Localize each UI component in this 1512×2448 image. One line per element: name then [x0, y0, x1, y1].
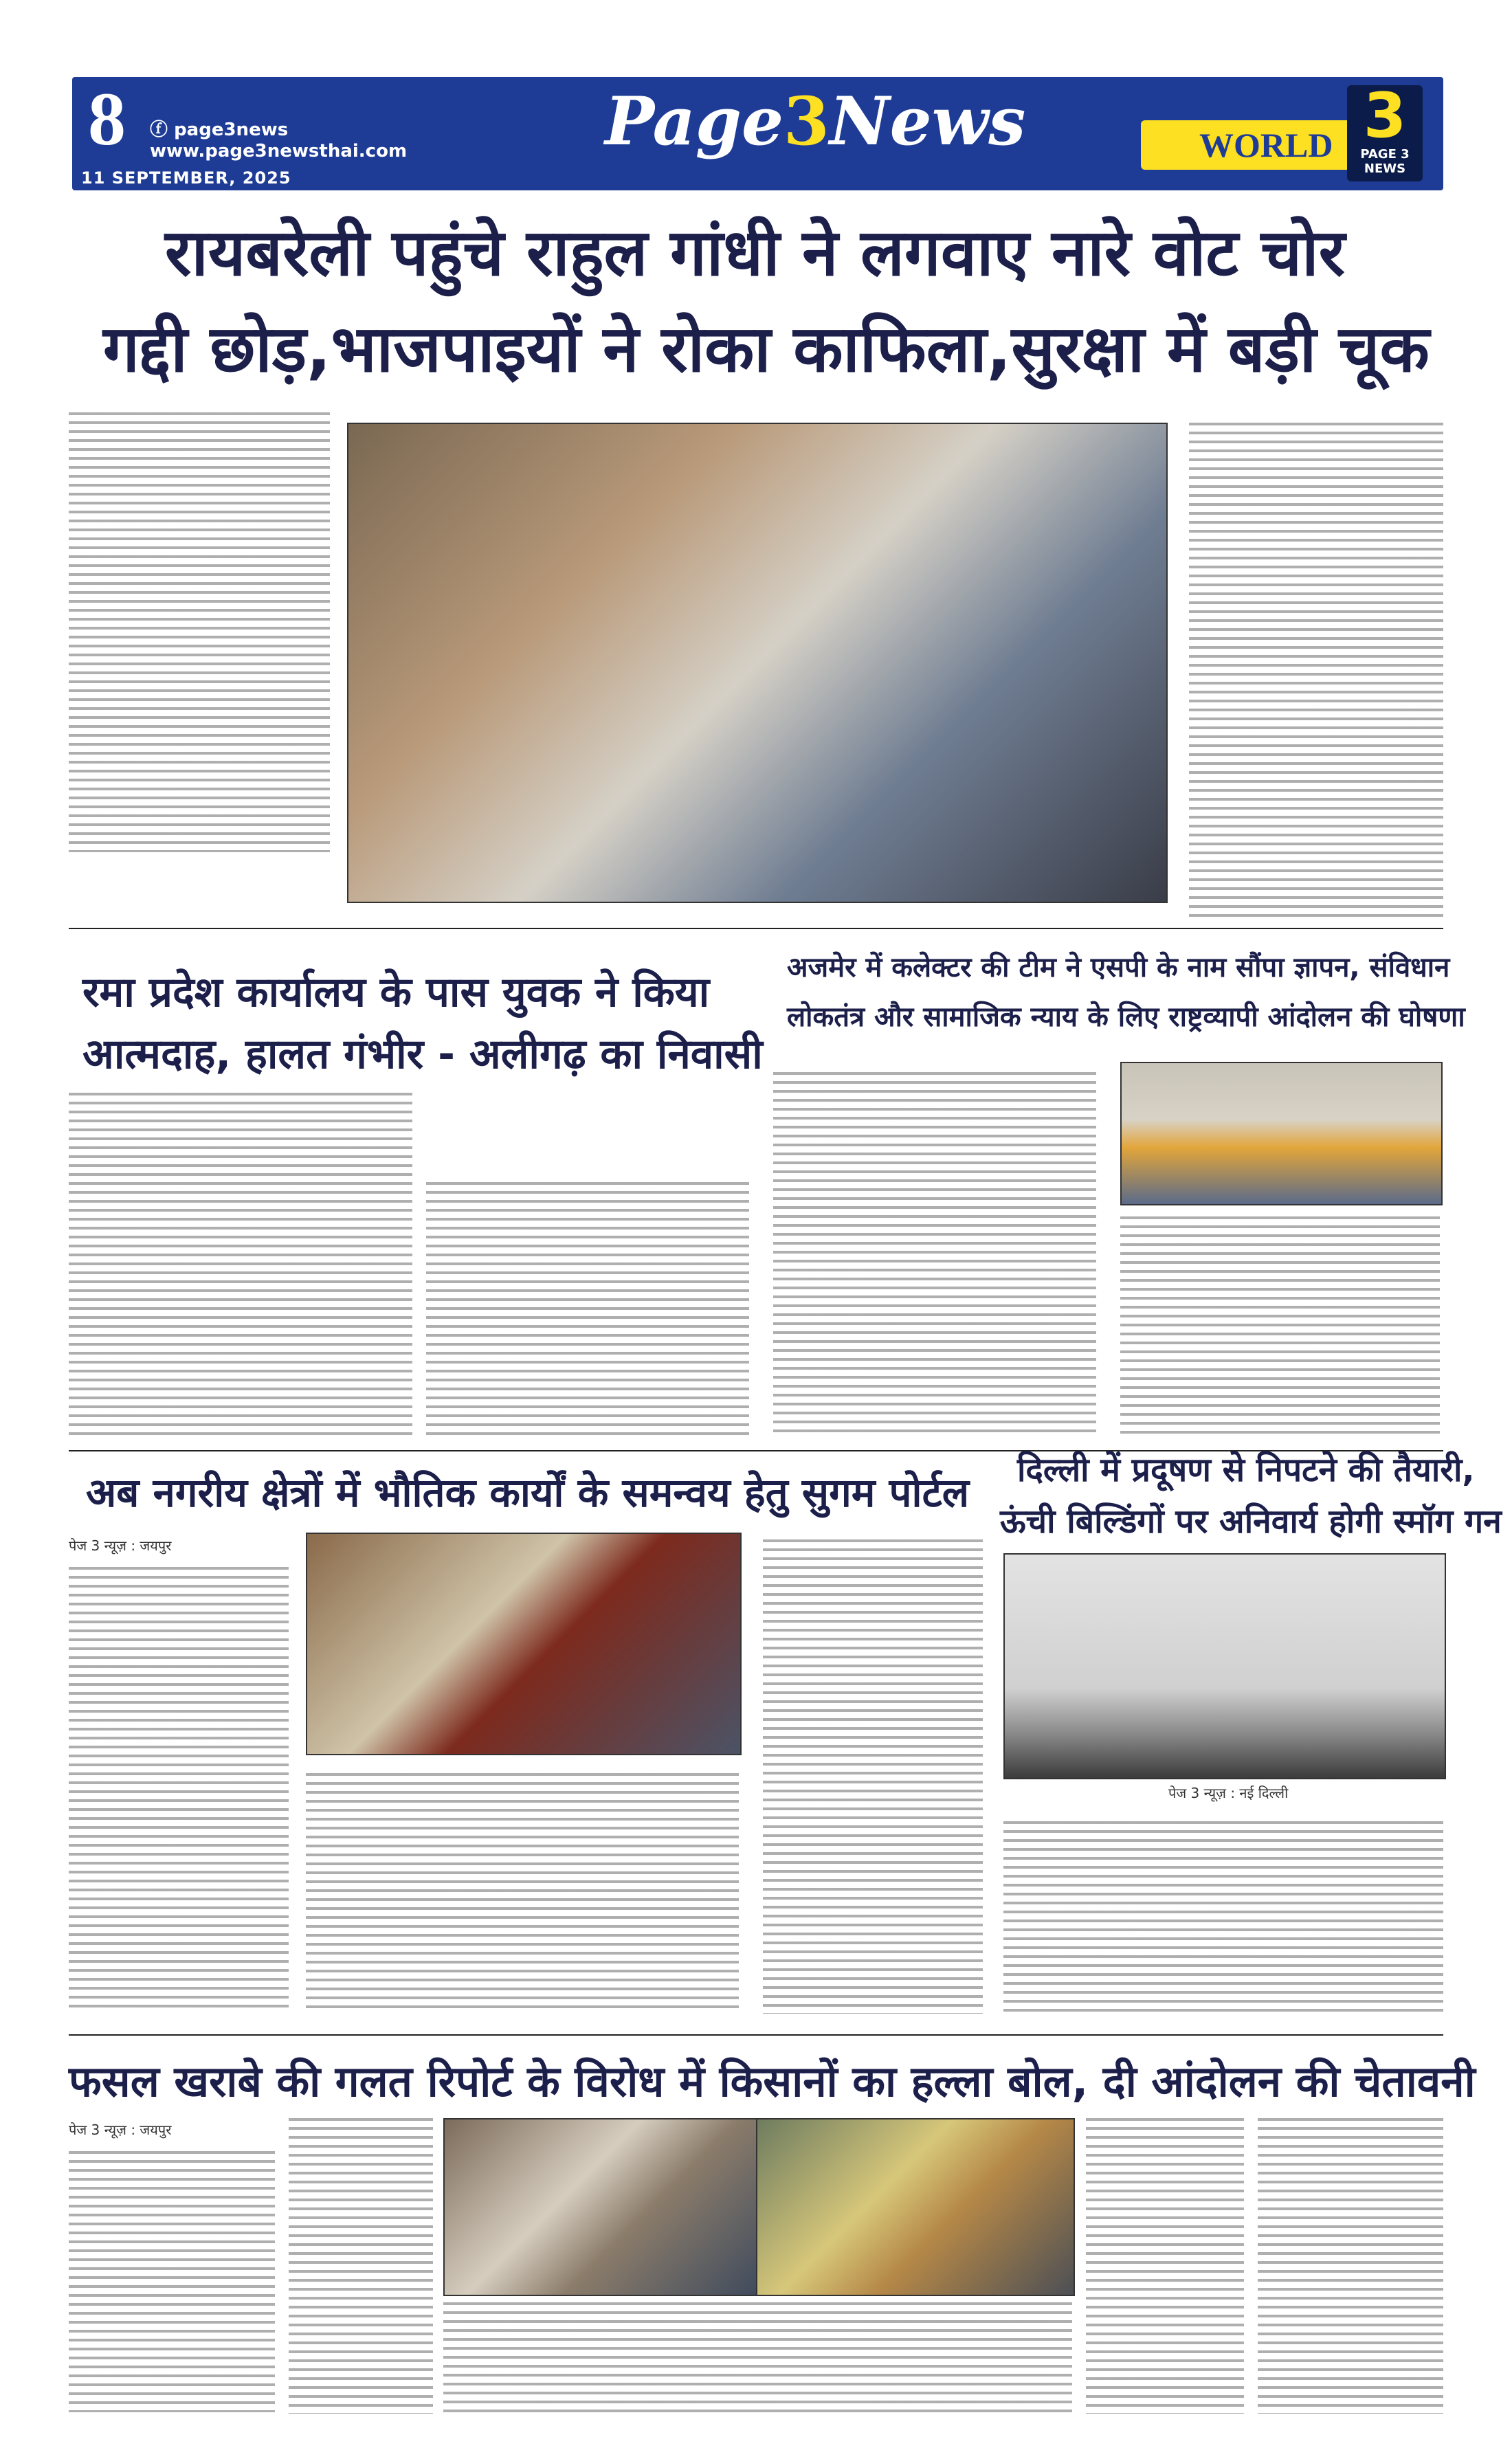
lead-headline-line1: रायबरेली पहुंचे राहुल गांधी ने लगवाए नारे वोट चोर [165, 216, 1346, 291]
newspaper-logo: Page3News [605, 82, 1026, 160]
section-label: WORLD [1199, 126, 1333, 164]
delhi-photo-caption: पेज 3 न्यूज़ : नई दिल्ली [1168, 1785, 1289, 1801]
portal-text-column-2 [306, 1773, 739, 2014]
ajmer-text-column [773, 1072, 1096, 1436]
page-number: 8 [88, 77, 126, 161]
lead-photo [347, 423, 1168, 903]
smog-gun-photo [1003, 1553, 1446, 1779]
issue-date: 11 SEPTEMBER, 2025 [81, 168, 291, 188]
farm-photo-2 [756, 2118, 1075, 2296]
farm-text-column-1 [69, 2151, 275, 2412]
lead-text-column-right [1189, 423, 1443, 917]
up-story-headline-line1: रमा प्रदेश कार्यालय के पास युवक ने किया [82, 968, 710, 1016]
portal-byline: पेज 3 न्यूज़ : जयपुर [69, 1537, 172, 1554]
delhi-headline-line2: ऊंची बिल्डिंगों पर अनिवार्य होगी स्मॉग गन [1000, 1502, 1502, 1541]
social-handle: ⓕ page3news [150, 120, 289, 140]
ajmer-headline-line1: अजमेर में कलेक्टर की टीम ने एसपी के नाम सौंपा ज्ञापन, संविधान [787, 952, 1450, 983]
website-link[interactable]: www.page3newsthai.com [150, 141, 408, 162]
delhi-text-column [1003, 1821, 1443, 2014]
farm-text-column-3 [443, 2302, 1072, 2412]
divider [69, 928, 1443, 929]
portal-headline: अब नगरीय क्षेत्रों में भौतिक कार्यों के समन्वय हेतु सुगम पोर्टल [86, 1469, 970, 1516]
facebook-icon: ⓕ [150, 120, 175, 140]
portal-photo [306, 1533, 742, 1755]
farm-photo-1 [443, 2118, 762, 2296]
ajmer-headline-line2: लोकतंत्र और सामाजिक न्याय के लिए राष्ट्रव्यापी आंदोलन की घोषणा [787, 1001, 1465, 1033]
portal-text-column-1 [69, 1567, 289, 2014]
up-story-headline-line2: आत्मदाह, हालत गंभीर - अलीगढ़ का निवासी [82, 1030, 763, 1078]
farm-text-column-2 [289, 2118, 433, 2414]
corner-logo: 3 PAGE 3 NEWS [1347, 85, 1423, 181]
ajmer-photo [1120, 1062, 1443, 1205]
divider [69, 2034, 1443, 2036]
lead-headline-line2: गद्दी छोड़,भाजपाइयों ने रोका काफिला,सुरक्षा में बड़ी चूक [103, 312, 1430, 387]
up-text-column-2 [426, 1182, 749, 1436]
farm-byline: पेज 3 न्यूज़ : जयपुर [69, 2122, 172, 2138]
delhi-headline-line1: दिल्ली में प्रदूषण से निपटने की तैयारी, [1017, 1451, 1475, 1489]
farm-text-column-5 [1258, 2118, 1443, 2414]
up-text-column-1 [69, 1093, 412, 1436]
lead-text-column-left [69, 412, 330, 852]
ajmer-text-column-2 [1120, 1216, 1440, 1436]
farm-headline: फसल खराबे की गलत रिपोर्ट के विरोध में किसानों का हल्ला बोल, दी आंदोलन की चेतावनी [69, 2056, 1476, 2106]
farm-text-column-4 [1086, 2118, 1244, 2414]
portal-text-column-3 [763, 1539, 983, 2014]
